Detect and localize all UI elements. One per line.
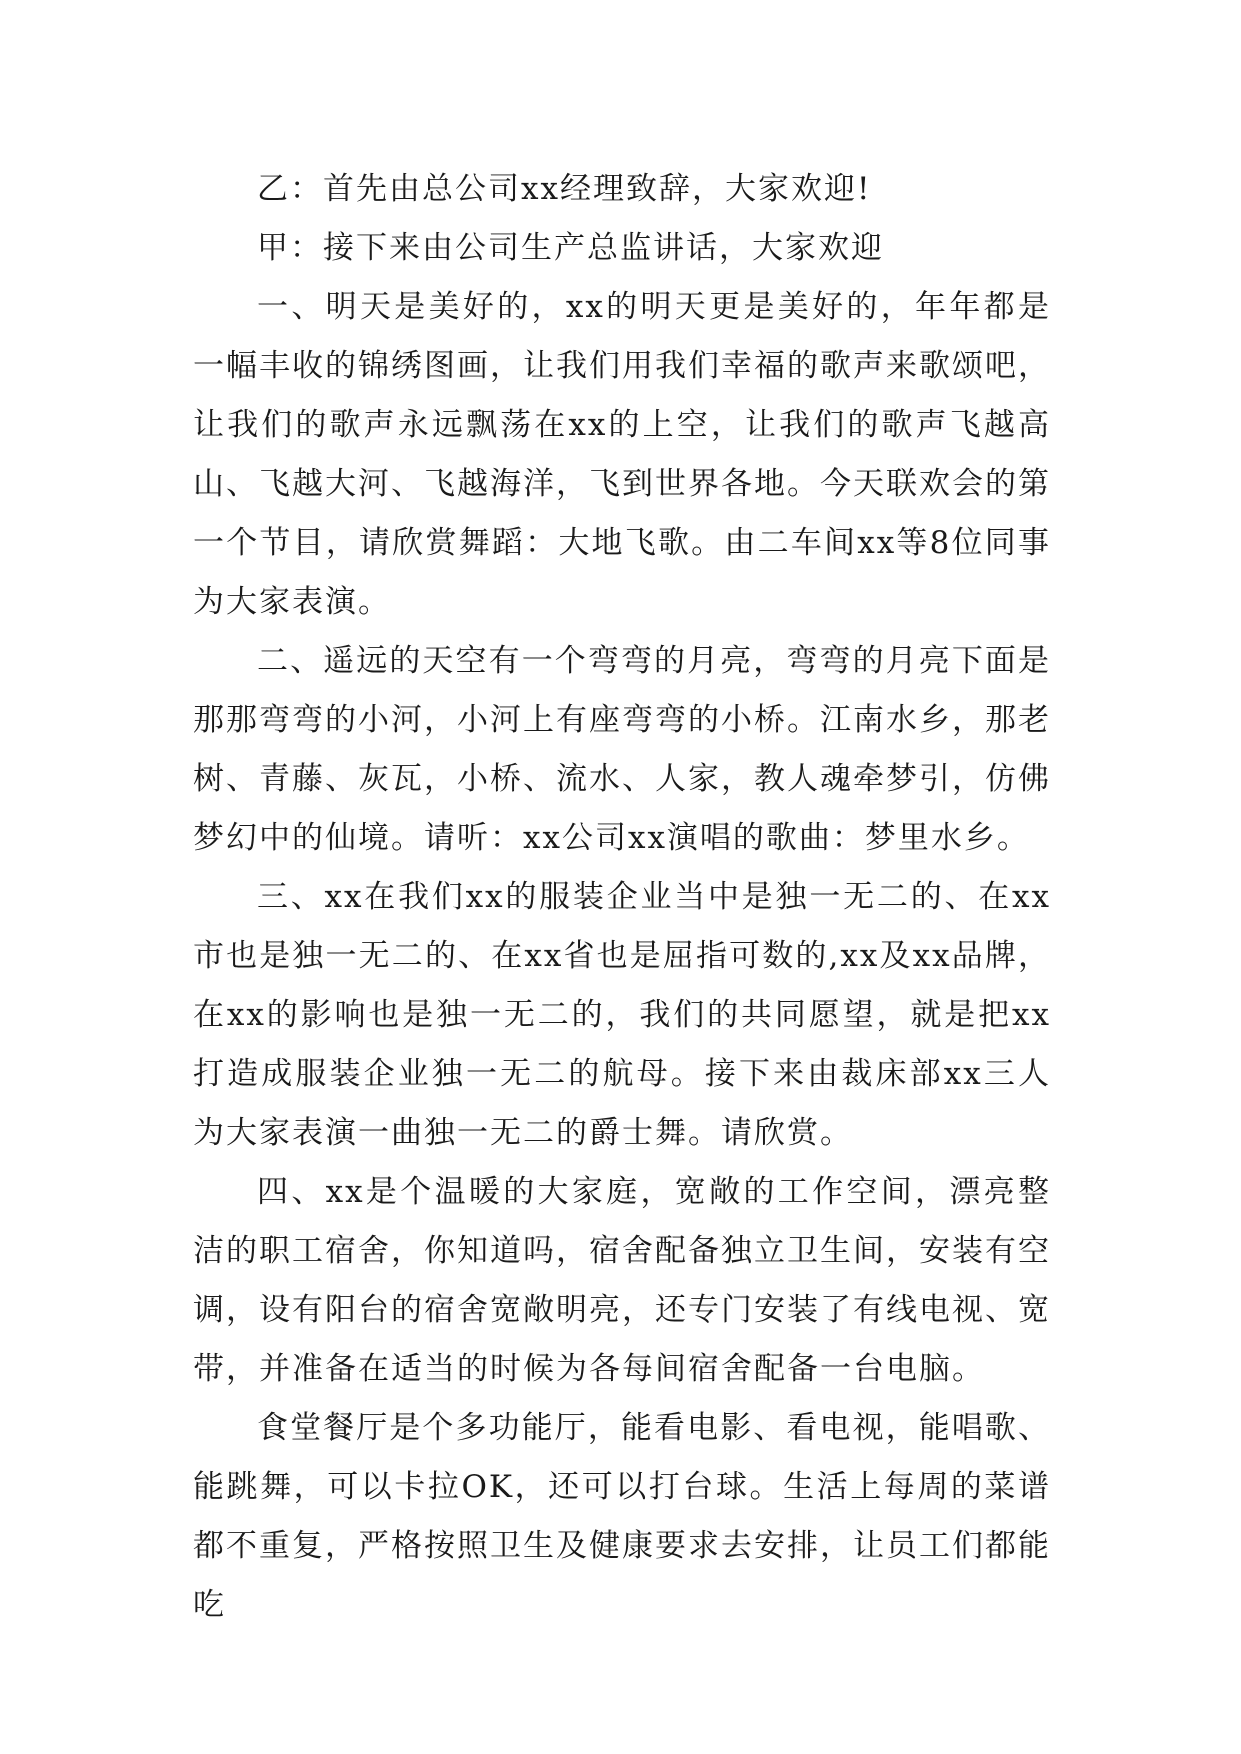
- paragraph-program-three: 三、xx在我们xx的服装企业当中是独一无二的、在xx市也是独一无二的、在xx省也是屈指可数的,xx及xx品牌，在xx的影响也是独一无二的，我们的共同愿望，就是把xx打造成服装企业独一无二的航母。接下来由裁床部xx三人为大家表演一曲独一无二的爵士舞。请欣赏。: [193, 879, 1051, 1151]
- paragraph-program-four: 四、xx是个温暖的大家庭，宽敞的工作空间，漂亮整洁的职工宿舍，你知道吗，宿舍配备独立卫生间，安装有空调，设有阳台的宿舍宽敞明亮，还专门安装了有线电视、宽带，并准备在适当的时候为各每间宿舍配备一台电脑。: [193, 1174, 1051, 1387]
- paragraph-program-two: 二、遥远的天空有一个弯弯的月亮，弯弯的月亮下面是那那弯弯的小河，小河上有座弯弯的小桥。江南水乡，那老树、青藤、灰瓦，小桥、流水、人家，教人魂牵梦引，仿佛梦幻中的仙境。请听：xx公司xx演唱的歌曲：梦里水乡。: [193, 643, 1051, 856]
- paragraph-jia-speech: 甲：接下来由公司生产总监讲话，大家欢迎: [257, 230, 884, 266]
- paragraph-program-one: 一、明天是美好的，xx的明天更是美好的，年年都是一幅丰收的锦绣图画，让我们用我们幸福的歌声来歌颂吧，让我们的歌声永远飘荡在xx的上空，让我们的歌声飞越高山、飞越大河、飞越海洋，飞到世界各地。今天联欢会的第一个节目，请欣赏舞蹈：大地飞歌。由二车间xx等8位同事为大家表演。: [193, 289, 1051, 620]
- paragraph-canteen: 食堂餐厅是个多功能厅，能看电影、看电视，能唱歌、能跳舞，可以卡拉OK，还可以打台球。生活上每周的菜谱都不重复，严格按照卫生及健康要求去安排，让员工们都能吃: [193, 1410, 1051, 1623]
- paragraph-yi-opening: 乙：首先由总公司xx经理致辞，大家欢迎!: [257, 171, 872, 207]
- document-body: [193, 160, 1051, 1635]
